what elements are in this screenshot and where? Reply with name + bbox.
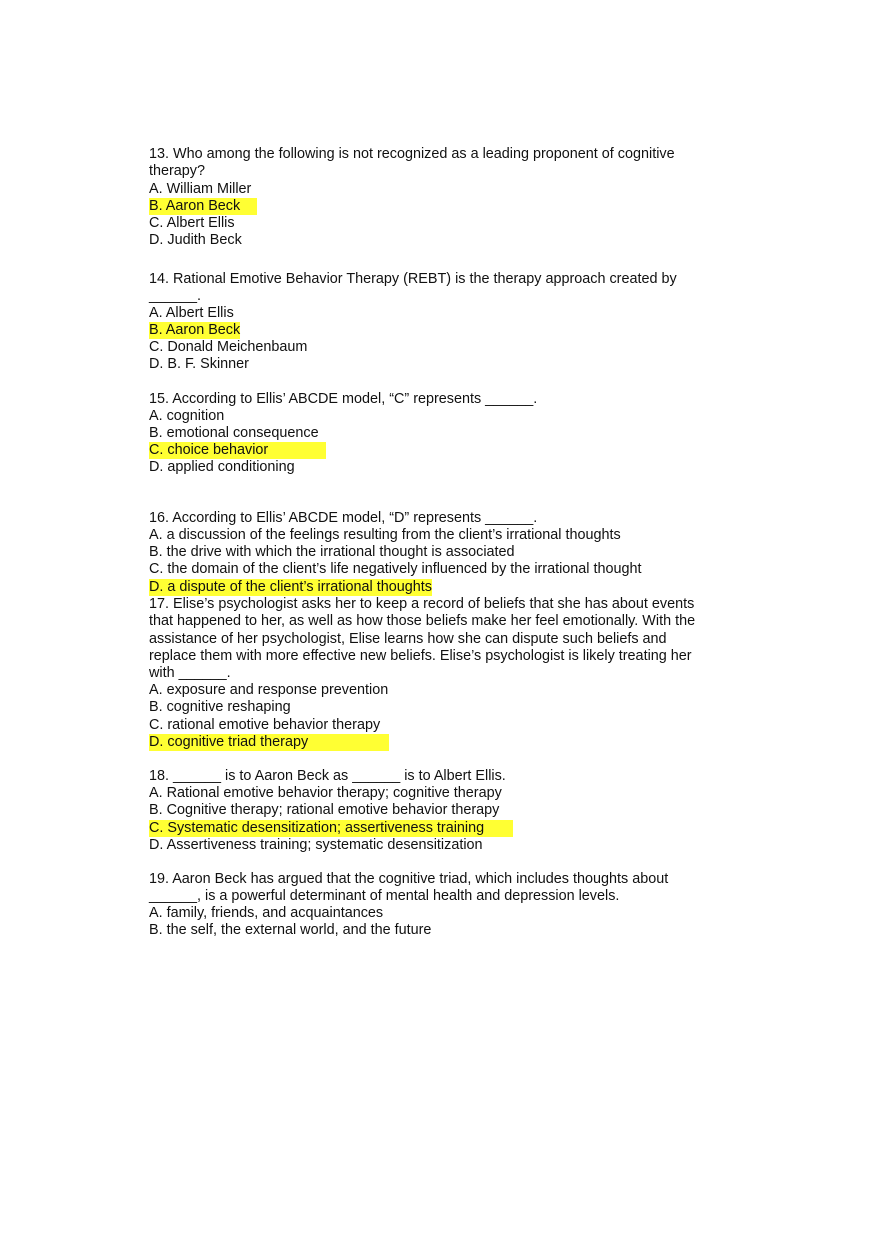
question-14-option-d: D. B. F. Skinner [149,356,249,372]
question-13-option-c: C. Albert Ellis [149,215,235,231]
question-13-option-d: D. Judith Beck [149,232,242,248]
question-13-text: 13. Who among the following is not recognized as a leading proponent of cognitive [149,146,675,162]
question-17-text-cont-1: that happened to her, as well as how those beliefs make her feel emotionally. With the [149,613,696,629]
question-17-option-d [149,734,389,751]
question-13-option-b [149,198,257,215]
question-15-text: 15. According to Ellis’ ABCDE model, “C” represents ______. [149,391,538,407]
highlight-mark: B. Aaron Beck [149,322,241,338]
question-14-option-b [149,322,240,339]
question-14-option-c: C. Donald Meichenbaum [149,339,308,355]
question-15-option-c [149,442,326,459]
question-19-option-a: A. family, friends, and acquaintances [149,905,384,921]
question-15-option-b: B. emotional consequence [149,425,319,441]
question-14-option-a: A. Albert Ellis [149,305,234,321]
highlight-mark: D. cognitive triad therapy [149,734,389,751]
question-17-option-a: A. exposure and response prevention [149,682,389,698]
question-16-option-d [149,579,432,596]
question-19-text: 19. Aaron Beck has argued that the cognitive triad, which includes thoughts about [149,871,669,887]
question-16-text: 16. According to Ellis’ ABCDE model, “D” represents ______. [149,510,538,526]
highlight-mark: C. choice behavior [149,442,326,459]
question-17-text-cont-4: with ______. [149,665,231,681]
highlight-mark: C. Systematic desensitization; assertiveness training [149,820,513,837]
question-17-text-cont-3: replace them with more effective new beliefs. Elise’s psychologist is likely treating her [149,648,692,664]
question-13-option-a: A. William Miller [149,181,252,197]
question-18-option-d: D. Assertiveness training; systematic desensitization [149,837,483,853]
question-15-option-a: A. cognition [149,408,225,424]
question-14-text: 14. Rational Emotive Behavior Therapy (REBT) is the therapy approach created by [149,271,677,287]
question-14-text-cont: ______. [149,288,202,304]
question-13-text-cont: therapy? [149,163,206,179]
question-16-option-c: C. the domain of the client’s life negatively influenced by the irrational thought [149,561,642,577]
question-19-text-cont: ______, is a powerful determinant of mental health and depression levels. [149,888,620,904]
question-15-option-d: D. applied conditioning [149,459,295,475]
highlight-mark: B. Aaron Beck [149,198,257,215]
question-18-option-c [149,820,513,837]
question-18-option-a: A. Rational emotive behavior therapy; cognitive therapy [149,785,502,801]
highlight-mark: D. a dispute of the client’s irrational thoughts [149,579,432,595]
question-17-text: 17. Elise’s psychologist asks her to keep a record of beliefs that she has about events [149,596,695,612]
question-16-option-b: B. the drive with which the irrational thought is associated [149,544,515,560]
question-18-option-b: B. Cognitive therapy; rational emotive behavior therapy [149,802,500,818]
question-17-option-c: C. rational emotive behavior therapy [149,717,381,733]
question-19-option-b: B. the self, the external world, and the future [149,922,432,938]
question-18-text: 18. ______ is to Aaron Beck as ______ is to Albert Ellis. [149,768,506,784]
question-17-option-b: B. cognitive reshaping [149,699,291,715]
question-17-text-cont-2: assistance of her psychologist, Elise learns how she can dispute such beliefs and [149,631,667,647]
question-16-option-a: A. a discussion of the feelings resulting from the client’s irrational thoughts [149,527,621,543]
